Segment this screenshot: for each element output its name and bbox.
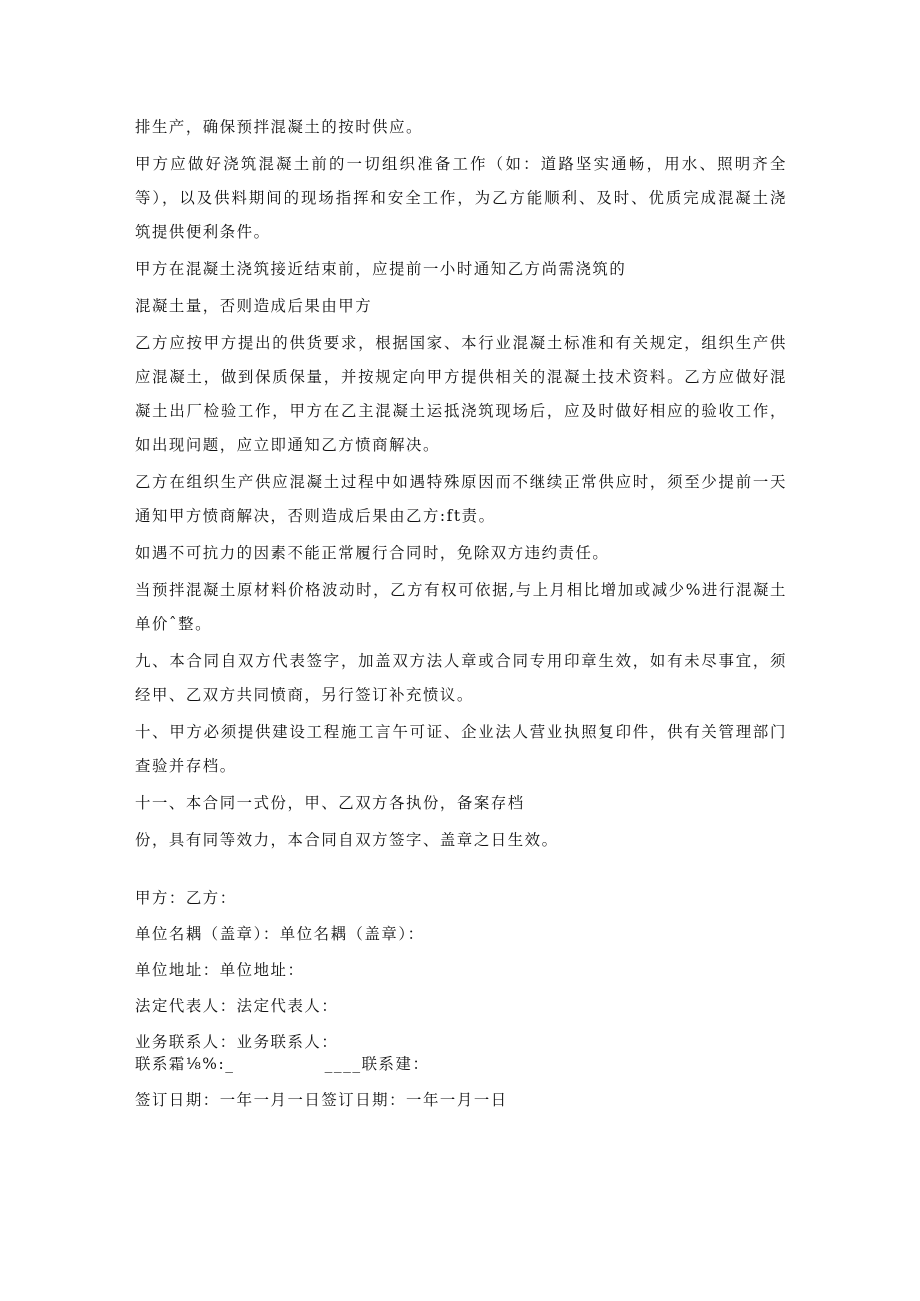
- signature-block: [135, 887, 787, 1111]
- signature-business-contact: 业务联系人：业务联系人：: [135, 1033, 339, 1051]
- paragraph-concrete-volume: 混凝土量，否则造成后果由甲方: [135, 297, 373, 315]
- paragraph-price-adjustment: 当预拌混凝土原材料价格波动时，乙方有权可依据,与上月相比增加或减少%进行混凝土单价ˆ整。: [135, 581, 787, 633]
- signature-contact-phone: 联系霜⅛%:_ ____联系建：: [135, 1055, 430, 1073]
- paragraph-party-a-preparation: 甲方应做好浇筑混凝土前的一切组织准备工作（如：道路坚实通畅，用水、照明齐全等），以及供料期间的现场指挥和安全工作，为乙方能顺利、及时、优质完成混凝土浇筑提供便利条件。: [135, 155, 787, 241]
- clause-nine: 九、本合同自双方代表签字，加盖双方法人章或合同专用印章生效，如有未尽事宜，须经甲、乙双方共同愤商，另行签订补充愤议。: [135, 652, 787, 704]
- paragraph-force-majeure: 如遇不可抗力的因素不能正常履行合同时，免除双方违约责任。: [135, 544, 610, 562]
- signature-unit-address: 单位地址：单位地址：: [135, 961, 305, 979]
- paragraph-party-a-notify: 甲方在混凝土浇筑接近结束前，应提前一小时通知乙方尚需浇筑的: [135, 260, 627, 278]
- paragraph-production-continuation: 排生产，确保预拌混凝土的按时供应。: [135, 118, 423, 136]
- paragraph-party-b-supply: 乙方应按甲方提出的供货要求，根据国家、本行业混凝土标准和有关规定，组织生产供应混凝土，做到保质保量，并按规定向甲方提供相关的混凝土技术资料。乙方应做好混凝土出厂检验工作，甲方在乙主混凝土运抵浇筑现场后，应及时做好相应的验收工作，如出现问题，应立即通知乙方愤商解决。: [135, 334, 787, 454]
- contract-body: [135, 110, 787, 860]
- signature-unit-name: 单位名耦（盖章）：单位名耦（盖章）：: [135, 925, 425, 943]
- clause-ten: 十、甲方必须提供建设工程施工言午可证、企业法人营业执照复印件，供有关管理部门查验并存档。: [135, 723, 787, 775]
- signature-parties: 甲方：乙方：: [135, 889, 237, 907]
- clause-eleven-continuation: 份，具有同等效力，本合同自双方签字、盖章之日生效。: [135, 831, 559, 849]
- signature-legal-rep: 法定代表人：法定代表人：: [135, 997, 339, 1015]
- signature-date: 签订日期：一年一月一日签订日期：一年一月一日: [135, 1091, 508, 1109]
- clause-eleven: 十一、本合同一式份，甲、乙双方各执份，备案存档: [135, 794, 525, 812]
- paragraph-party-b-interruption: 乙方在组织生产供应混凝土过程中如遇特殊原因而不继续正常供应时，须至少提前一天通知甲方愤商解决，否则造成后果由乙方:ft责。: [135, 473, 787, 525]
